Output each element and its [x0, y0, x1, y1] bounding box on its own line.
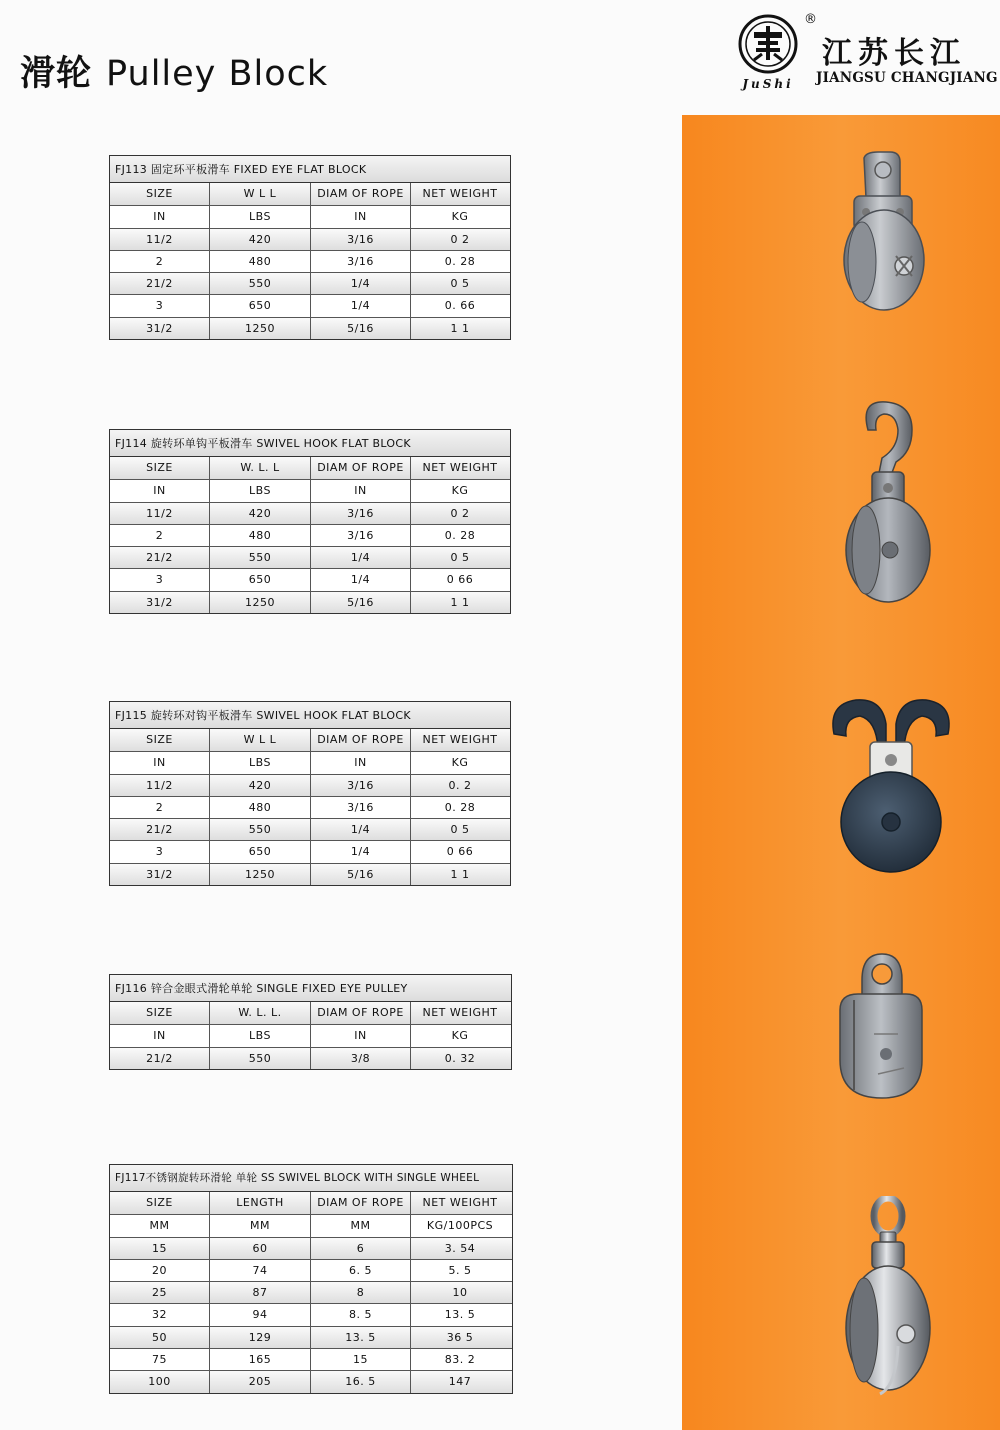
table-cell: W L L	[209, 729, 310, 751]
table-cell: 165	[209, 1349, 310, 1370]
table-header-row	[110, 457, 510, 479]
table-cell: SIZE	[146, 461, 173, 474]
table-cell: LBS	[209, 206, 310, 227]
table-row	[110, 272, 510, 294]
table-cell: DIAM OF ROPE	[310, 1002, 410, 1024]
table-cell: 0 66	[410, 841, 509, 862]
table-cell: 36 5	[410, 1327, 509, 1348]
table-cell: 21/2	[146, 1051, 173, 1065]
table-row	[110, 1259, 512, 1281]
table-title: FJ115 旋转环对钩平板滑车 SWIVEL HOOK FLAT BLOCK	[110, 702, 510, 729]
table-title: FJ114 旋转环单钩平板滑车 SWIVEL HOOK FLAT BLOCK	[110, 430, 510, 457]
table-cell: 0. 32	[410, 1048, 509, 1069]
table-cell: 0 5	[410, 819, 509, 840]
table-cell: 1/4	[310, 569, 410, 590]
table-unit-row	[110, 1024, 511, 1046]
table-cell: 480	[209, 251, 310, 272]
table-cell: NET WEIGHT	[410, 1192, 509, 1214]
table-cell: 6	[310, 1238, 410, 1259]
table-cell: 100	[148, 1375, 171, 1389]
table-row	[110, 591, 510, 613]
table-cell: 420	[209, 503, 310, 524]
table-cell: 420	[209, 229, 310, 250]
table-cell: 3/16	[310, 503, 410, 524]
table-cell: 0 5	[410, 273, 509, 294]
table-cell: 5/16	[310, 864, 410, 885]
table-cell: DIAM OF ROPE	[310, 729, 410, 751]
table-cell: NET WEIGHT	[410, 1002, 509, 1024]
table-cell: 31/2	[146, 867, 173, 881]
table-cell: IN	[153, 1029, 166, 1043]
page-title	[20, 46, 328, 96]
table-cell: NET WEIGHT	[410, 457, 509, 479]
table-cell: NET WEIGHT	[410, 183, 509, 205]
table-row	[110, 1281, 512, 1303]
table-cell: 21/2	[146, 551, 173, 565]
spec-table-fj117	[109, 1164, 513, 1394]
table-cell: IN	[310, 752, 410, 773]
table-cell: SIZE	[146, 733, 173, 746]
table-cell: NET WEIGHT	[410, 729, 509, 751]
table-cell: DIAM OF ROPE	[310, 457, 410, 479]
table-cell: 3/16	[310, 251, 410, 272]
table-cell: 147	[410, 1371, 509, 1392]
table-cell: LBS	[209, 480, 310, 501]
table-row	[110, 840, 510, 862]
logo-text: JuShi	[742, 77, 794, 91]
single-hook-pulley-icon	[840, 400, 934, 606]
table-cell: 550	[209, 273, 310, 294]
table-header-row	[110, 1192, 512, 1214]
table-unit-row	[110, 1214, 512, 1236]
table-cell: 25	[152, 1286, 167, 1300]
table-row	[110, 568, 510, 590]
table-cell: 0 2	[410, 229, 509, 250]
table-row	[110, 818, 510, 840]
table-cell: 50	[152, 1330, 167, 1344]
fixed-eye-pulley-icon	[838, 150, 930, 316]
table-cell: IN	[153, 484, 166, 498]
table-cell: 11/2	[146, 232, 173, 246]
table-cell: 13. 5	[410, 1304, 509, 1325]
table-cell: 3	[155, 299, 164, 313]
table-cell: IN	[310, 206, 410, 227]
table-cell: 650	[209, 569, 310, 590]
table-cell: IN	[153, 210, 166, 224]
table-cell: 3	[155, 845, 164, 859]
table-cell: 480	[209, 797, 310, 818]
table-row	[110, 863, 510, 885]
table-row	[110, 250, 510, 272]
table-cell: LBS	[209, 752, 310, 773]
table-row	[110, 546, 510, 568]
table-cell: 0. 28	[410, 525, 509, 546]
table-cell: IN	[310, 480, 410, 501]
table-cell: 16. 5	[310, 1371, 410, 1392]
double-hook-pulley-icon	[826, 696, 956, 878]
table-row	[110, 524, 510, 546]
table-cell: 1250	[209, 592, 310, 613]
table-cell: KG/100PCS	[410, 1215, 509, 1236]
table-cell: 0. 28	[410, 251, 509, 272]
table-cell: W. L. L.	[209, 1002, 310, 1024]
table-cell: SIZE	[146, 1006, 173, 1019]
table-cell: 2	[155, 528, 164, 542]
table-cell: 3/16	[310, 525, 410, 546]
brand-logo	[736, 12, 996, 94]
table-row	[110, 1047, 511, 1069]
table-cell: 1 1	[410, 318, 509, 339]
table-header-row	[110, 729, 510, 751]
table-unit-row	[110, 205, 510, 227]
table-cell: 74	[209, 1260, 310, 1281]
table-cell: 5. 5	[410, 1260, 509, 1281]
table-cell: 94	[209, 1304, 310, 1325]
table-cell: SIZE	[146, 1196, 173, 1209]
table-title: FJ113 固定环平板滑车 FIXED EYE FLAT BLOCK	[110, 156, 510, 183]
table-cell: 1/4	[310, 841, 410, 862]
table-cell: 650	[209, 295, 310, 316]
table-cell: LBS	[209, 1025, 310, 1046]
table-cell: 3/16	[310, 797, 410, 818]
table-cell: 129	[209, 1327, 310, 1348]
page-title-cn: 滑轮	[20, 54, 93, 94]
table-cell: LENGTH	[209, 1192, 310, 1214]
table-cell: KG	[410, 480, 509, 501]
table-cell: MM	[209, 1215, 310, 1236]
table-header-row	[110, 1002, 511, 1024]
table-cell: 75	[152, 1353, 167, 1367]
spec-table-fj114	[109, 429, 511, 614]
table-cell: 15	[310, 1349, 410, 1370]
table-row	[110, 1237, 512, 1259]
table-cell: 550	[209, 547, 310, 568]
table-cell: 3/16	[310, 229, 410, 250]
table-cell: 15	[152, 1241, 167, 1255]
table-cell: 3. 54	[410, 1238, 509, 1259]
table-cell: 21/2	[146, 823, 173, 837]
table-row	[110, 1303, 512, 1325]
table-cell: 3/8	[310, 1048, 410, 1069]
table-cell: DIAM OF ROPE	[310, 183, 410, 205]
table-cell: 0 66	[410, 569, 509, 590]
table-cell: 550	[209, 1048, 310, 1069]
table-title: FJ117不锈钢旋转环滑轮 单轮 SS SWIVEL BLOCK WITH SINGLE WHEEL	[110, 1165, 512, 1192]
table-header-row	[110, 183, 510, 205]
table-cell: 0 5	[410, 547, 509, 568]
table-cell: W L L	[209, 183, 310, 205]
table-cell: 20	[152, 1263, 167, 1277]
table-row	[110, 317, 510, 339]
table-cell: 480	[209, 525, 310, 546]
table-cell: 31/2	[146, 595, 173, 609]
table-row	[110, 502, 510, 524]
table-cell: 0. 28	[410, 797, 509, 818]
table-cell: 2	[155, 254, 164, 268]
table-cell: 205	[209, 1371, 310, 1392]
table-cell: 1/4	[310, 819, 410, 840]
table-cell: 1 1	[410, 864, 509, 885]
table-cell: IN	[310, 1025, 410, 1046]
spec-table-fj116	[109, 974, 512, 1070]
table-cell: 1250	[209, 864, 310, 885]
table-cell: 1 1	[410, 592, 509, 613]
brand-name-cn: 江苏长江	[822, 36, 966, 71]
table-cell: 31/2	[146, 321, 173, 335]
table-cell: 6. 5	[310, 1260, 410, 1281]
table-cell: 3	[155, 573, 164, 587]
table-cell: 2	[155, 800, 164, 814]
table-cell: 3/16	[310, 775, 410, 796]
table-unit-row	[110, 479, 510, 501]
table-cell: 8	[310, 1282, 410, 1303]
table-cell: 5/16	[310, 592, 410, 613]
table-row	[110, 774, 510, 796]
table-cell: 420	[209, 775, 310, 796]
table-row	[110, 1326, 512, 1348]
table-unit-row	[110, 751, 510, 773]
table-row	[110, 228, 510, 250]
table-cell: 11/2	[146, 778, 173, 792]
table-cell: 1/4	[310, 547, 410, 568]
table-cell: 13. 5	[310, 1327, 410, 1348]
table-cell: 5/16	[310, 318, 410, 339]
table-cell: 11/2	[146, 506, 173, 520]
table-cell: 1/4	[310, 295, 410, 316]
table-cell: 87	[209, 1282, 310, 1303]
table-cell: KG	[410, 752, 509, 773]
table-cell: 650	[209, 841, 310, 862]
table-row	[110, 1370, 512, 1392]
table-cell: IN	[153, 756, 166, 770]
table-cell: KG	[410, 1025, 509, 1046]
table-cell: 0. 66	[410, 295, 509, 316]
table-row	[110, 294, 510, 316]
table-cell: 60	[209, 1238, 310, 1259]
spec-table-fj113	[109, 155, 511, 340]
brand-name-en: JIANGSU CHANGJIANG	[816, 70, 998, 86]
spec-table-fj115	[109, 701, 511, 886]
table-cell: 32	[152, 1308, 167, 1322]
table-row	[110, 796, 510, 818]
table-row	[110, 1348, 512, 1370]
single-eye-pulley-icon	[834, 950, 926, 1102]
table-cell: 0 2	[410, 503, 509, 524]
swivel-eye-pulley-icon	[840, 1196, 934, 1406]
table-cell: 21/2	[146, 277, 173, 291]
page-title-en: Pulley Block	[106, 54, 329, 94]
table-cell: 8. 5	[310, 1304, 410, 1325]
table-title: FJ116 锌合金眼式滑轮单轮 SINGLE FIXED EYE PULLEY	[110, 975, 511, 1002]
table-cell: DIAM OF ROPE	[310, 1192, 410, 1214]
table-cell: 10	[410, 1282, 509, 1303]
table-cell: 83. 2	[410, 1349, 509, 1370]
table-cell: 1/4	[310, 273, 410, 294]
table-cell: SIZE	[146, 187, 173, 200]
table-cell: MM	[149, 1219, 170, 1233]
table-cell: KG	[410, 206, 509, 227]
table-cell: 0. 2	[410, 775, 509, 796]
table-cell: 1250	[209, 318, 310, 339]
registered-mark: ®	[804, 12, 817, 27]
table-cell: 550	[209, 819, 310, 840]
table-cell: MM	[310, 1215, 410, 1236]
table-cell: W. L. L	[209, 457, 310, 479]
